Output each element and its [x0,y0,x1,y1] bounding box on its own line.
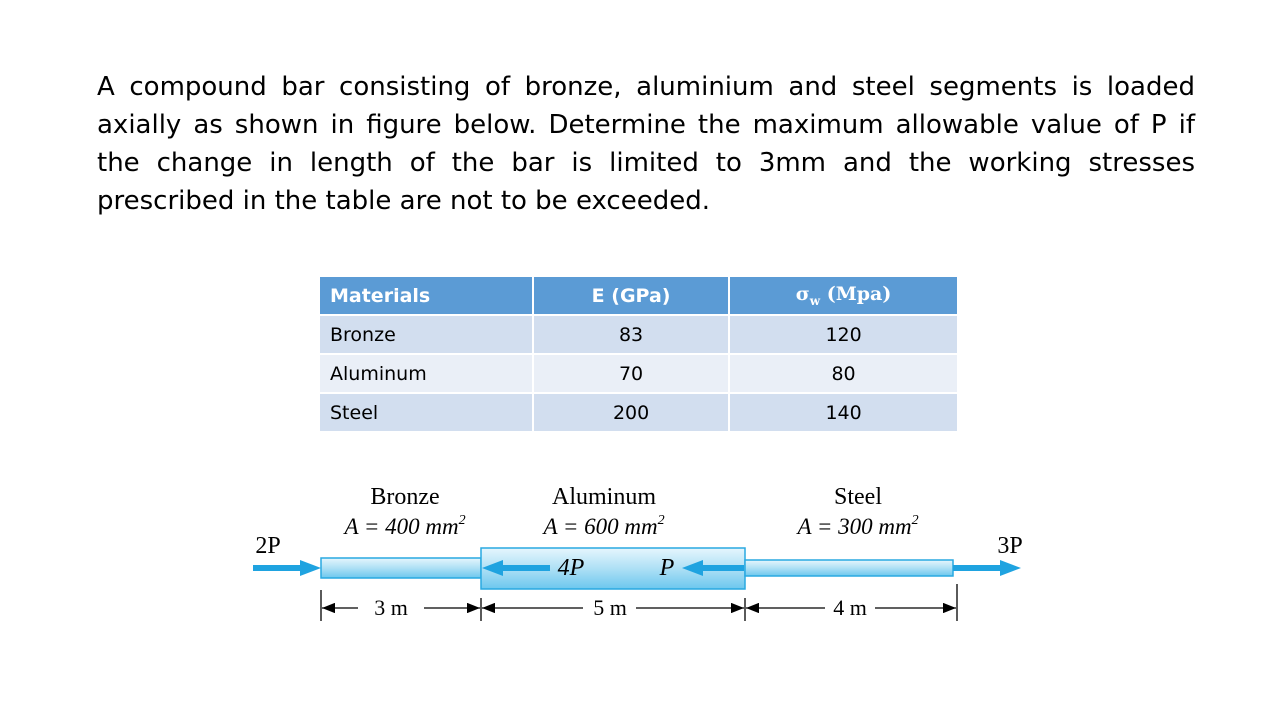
steel-segment [745,560,953,576]
cell-stress: 140 [729,393,958,432]
aluminum-area [541,513,664,539]
steel-area-text: A = 300 mm [797,514,912,539]
cell-modulus: 70 [533,354,729,393]
problem-statement: A compound bar consisting of bronze, aluminium and steel segments is loaded axially as shown in figure below. Determine the maximum allowable value of P if the change in length of the bar is limited to 3mm and the working stresses prescribed in the table are not to be exceeded. [97,72,1195,216]
load-label-p: P [659,555,675,581]
bronze-area-text: A = 400 mm [344,514,459,539]
sigma-subscript: w [809,293,821,308]
load-arrow-right [953,560,1021,576]
stress-unit: (Mpa) [820,283,892,306]
bronze-label: Bronze [370,484,440,510]
bronze-area [342,513,465,539]
load-label-left: 2P [255,533,281,559]
load-arrow-left [253,560,321,576]
cell-material: Bronze [319,315,533,354]
steel-label: Steel [834,484,882,510]
cell-stress: 120 [729,315,958,354]
cell-material: Steel [319,393,533,432]
bronze-segment [321,558,481,578]
header-modulus: E (GPa) [533,276,729,315]
sigma-symbol: σ [795,283,810,306]
load-label-right: 3P [997,533,1023,559]
cell-modulus: 200 [533,393,729,432]
steel-area [795,513,918,539]
load-label-4p: 4P [557,555,585,581]
length-aluminum: 5 m [593,595,627,620]
length-bronze: 3 m [374,595,408,620]
aluminum-area-exponent: 2 [657,513,665,528]
steel-area-exponent: 2 [911,513,919,528]
cell-modulus: 83 [533,315,729,354]
header-materials: Materials [319,276,533,315]
aluminum-label: Aluminum [551,484,657,510]
cell-material: Aluminum [319,354,533,393]
cell-stress: 80 [729,354,958,393]
aluminum-area-text: A = 600 mm [543,514,658,539]
bronze-area-exponent: 2 [458,513,466,528]
length-steel: 4 m [833,595,867,620]
